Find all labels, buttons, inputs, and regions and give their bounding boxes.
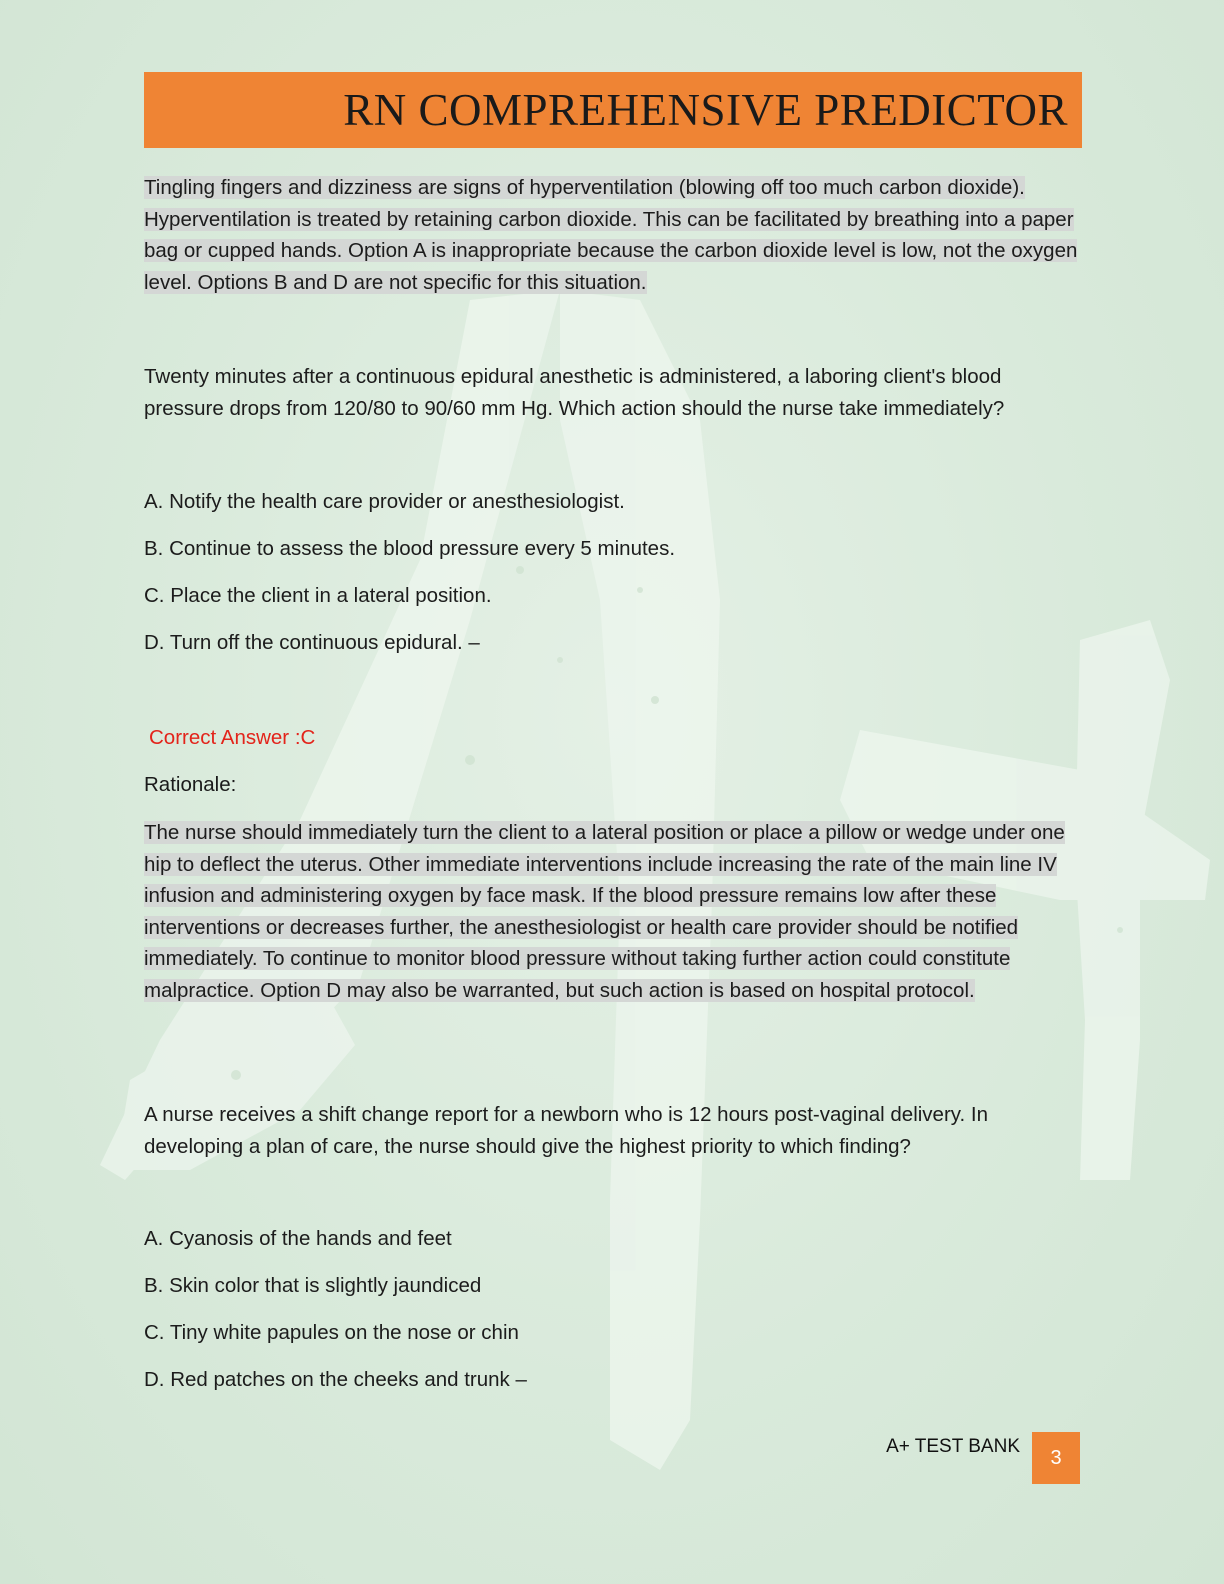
rationale-label: Rationale: <box>144 773 237 796</box>
intro-rationale-text: Tingling fingers and dizziness are signs of hyperventilation (blowing off too much carbon dioxide). Hyperventilation is treated by retaining carbon dioxide. This can be facilitated by breathing into a paper bag or cupped hands. Option A is inappropriate because the carbon dioxide level is low, not the oxygen level. Options B and D are not specific for this situation. <box>144 176 1078 294</box>
question-1-option-c: C. Place the client in a lateral position. <box>144 584 492 607</box>
page-title: RN COMPREHENSIVE PREDICTOR <box>343 85 1068 135</box>
question-1-option-b: B. Continue to assess the blood pressure every 5 minutes. <box>144 537 676 560</box>
question-2-option-d: D. Red patches on the cheeks and trunk – <box>144 1368 527 1391</box>
question-2-option-c: C. Tiny white papules on the nose or chin <box>144 1321 519 1344</box>
question-2-option-a: A. Cyanosis of the hands and feet <box>144 1227 452 1250</box>
question-1-stem: Twenty minutes after a continuous epidural anesthetic is administered, a laboring client's blood pressure drops from 120/80 to 90/60 mm Hg. Which action should the nurse take immediately? <box>144 365 1005 420</box>
question-1-rationale-text: The nurse should immediately turn the client to a lateral position or place a pillow or wedge under one hip to deflect the uterus. Other immediate interventions include increasing the rate of the main line IV infusion and administering oxygen by face mask. If the blood pressure remains low after these interventions or decreases further, the anesthesiologist or health care provider should be notified immediately. To continue to monitor blood pressure without taking further action could constitute malpractice. Option D may also be warranted, but such action is based on hospital protocol. <box>144 821 1065 1002</box>
question-1-option-d: D. Turn off the continuous epidural. – <box>144 631 480 654</box>
page-number: 3 <box>1032 1432 1080 1484</box>
question-2-option-b: B. Skin color that is slightly jaundiced <box>144 1274 482 1297</box>
question-1-rationale <box>144 817 1084 1007</box>
intro-rationale <box>144 172 1084 298</box>
correct-answer: Correct Answer :C <box>149 726 316 749</box>
question-1-option-a: A. Notify the health care provider or anesthesiologist. <box>144 490 625 513</box>
question-2-stem: A nurse receives a shift change report for a newborn who is 12 hours post-vaginal delivery. In developing a plan of care, the nurse should give the highest priority to which finding? <box>144 1103 988 1158</box>
title-banner <box>144 72 1082 148</box>
footer-label: A+ TEST BANK <box>886 1436 1020 1457</box>
